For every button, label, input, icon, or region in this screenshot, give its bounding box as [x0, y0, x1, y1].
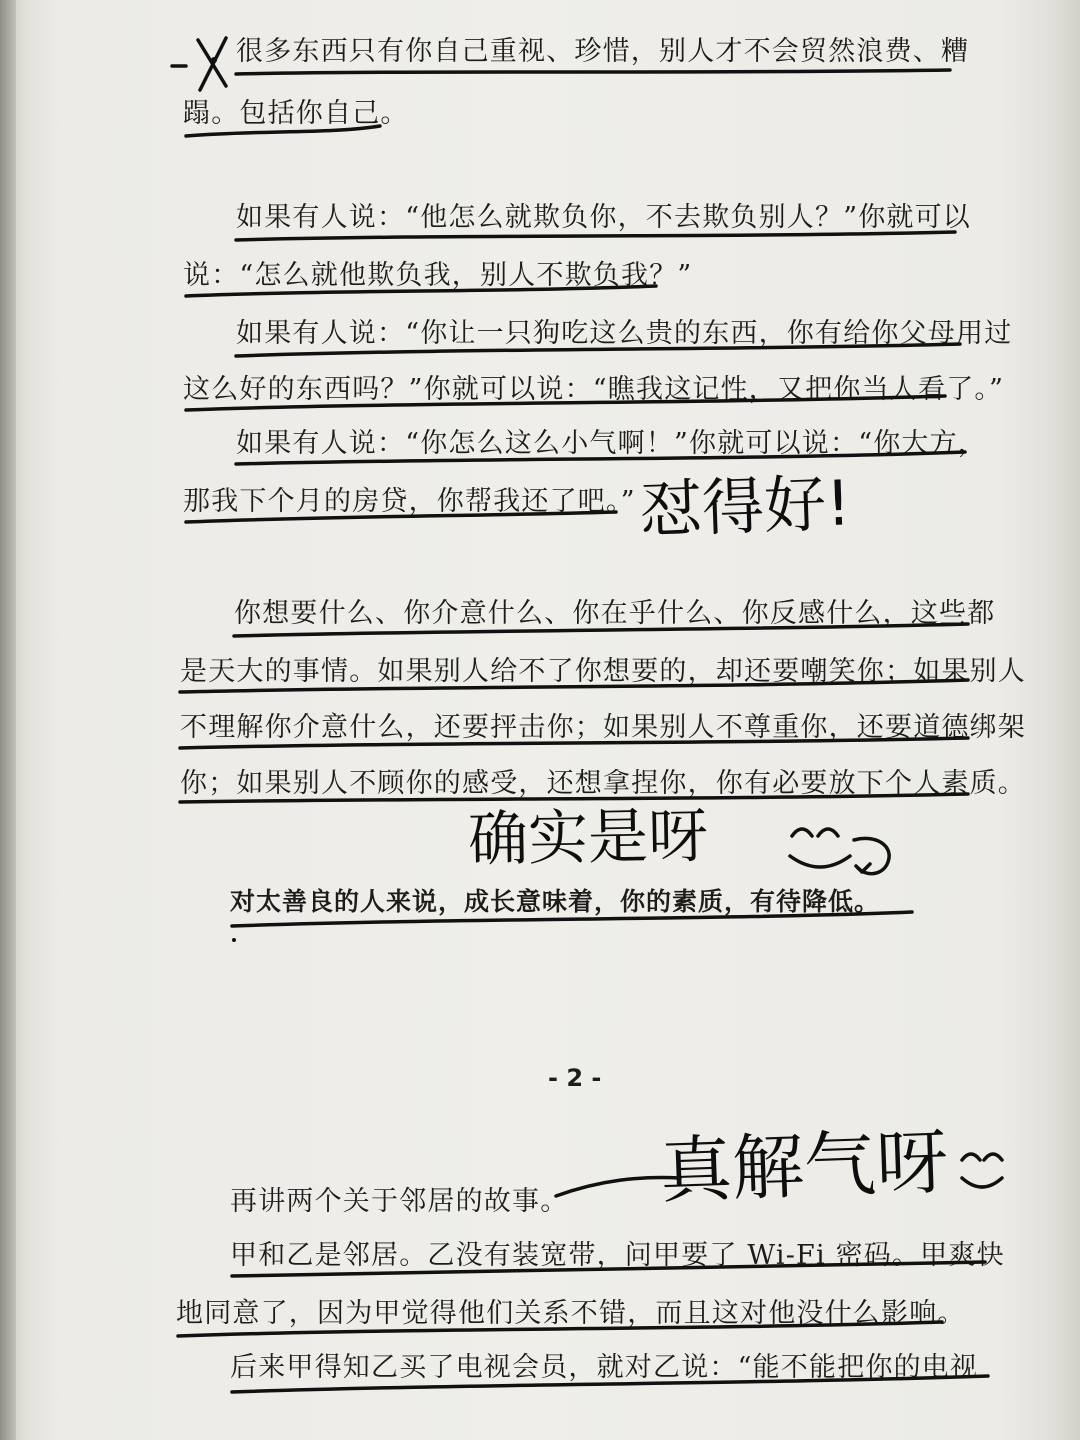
handwritten-note: 真解气呀	[658, 1118, 950, 1214]
text-line: 地同意了，因为甲觉得他们关系不错，而且这对他没什么影响。	[176, 1298, 966, 1329]
text-line: 如果有人说：“他怎么就欺负你，不去欺负别人？”你就可以	[236, 202, 972, 233]
page-number: - 2 -	[548, 1064, 602, 1092]
x-mark-icon	[198, 40, 226, 86]
text-line: 是天大的事情。如果别人给不了你想要的，却还要嘲笑你；如果别人	[180, 656, 1026, 687]
text-line: 不理解你介意什么，还要抨击你；如果别人不尊重你，还要道德绑架	[180, 712, 1026, 743]
text-line: 你想要什么、你介意什么、你在乎什么、你反感什么，这些都	[234, 598, 996, 629]
text-line: 再讲两个关于邻居的故事。	[230, 1186, 569, 1217]
text-line: 如果有人说：“你让一只狗吃这么贵的东西，你有给你父母用过	[236, 318, 1013, 349]
book-spine-shadow	[0, 0, 16, 1440]
text-line: 后来甲得知乙买了电视会员，就对乙说：“能不能把你的电视	[230, 1352, 979, 1383]
text-line: 很多东西只有你自己重视、珍惜，别人才不会贸然浪费、糟	[236, 36, 970, 67]
text-line: 说：“怎么就他欺负我，别人不欺负我？”	[183, 260, 693, 291]
text-line: 那我下个月的房贷，你帮我还了吧。”	[183, 486, 636, 517]
text-line: 如果有人说：“你怎么这么小气啊！”你就可以说：“你大方，	[236, 428, 987, 459]
handwritten-note: 怼得好!	[638, 466, 853, 547]
bold-text-line: 对太善良的人来说，成长意味着，你的素质，有待降低。	[230, 887, 881, 916]
text-line: 甲和乙是邻居。乙没有装宽带，问甲要了 Wi-Fi 密码。甲爽快	[230, 1240, 1005, 1271]
handwritten-note: 确实是呀	[467, 800, 709, 876]
text-line: 蹋。包括你自己。	[183, 98, 409, 129]
smiley-eye	[792, 829, 812, 836]
text-line: 你；如果别人不顾你的感受，还想拿捏你，你有必要放下个人素质。	[180, 768, 1026, 799]
text-line: 这么好的东西吗？”你就可以说：“瞧我这记性，又把你当人看了。”	[183, 374, 1005, 405]
